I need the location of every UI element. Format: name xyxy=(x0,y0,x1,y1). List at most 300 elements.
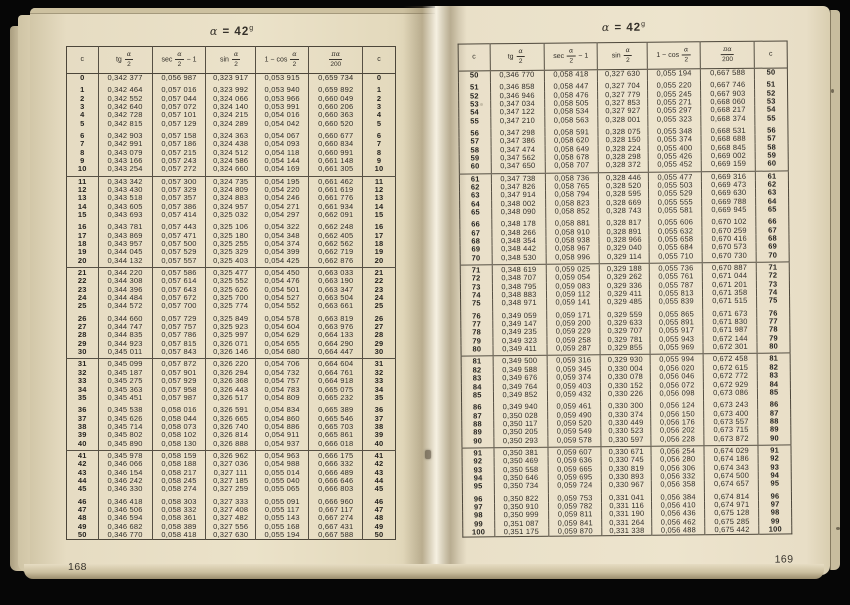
cell-tg: 0,350 734 xyxy=(494,482,548,494)
cell-cos: 0,056 358 xyxy=(651,481,705,493)
cell-tg: 0,346 154 xyxy=(98,469,152,477)
table-row xyxy=(67,394,396,405)
cell-cos: 0,055 220 xyxy=(647,80,701,90)
cell-tg: 0,342 903 xyxy=(98,131,152,140)
cell-cos: 0,054 450 xyxy=(255,268,309,278)
cell-cos: 0,055 865 xyxy=(649,309,703,319)
cell-c: 56 xyxy=(755,125,788,135)
cell-c: 85 xyxy=(472,390,482,400)
cell-sin: 0,330 078 xyxy=(601,373,650,382)
cell-cos: 0,054 425 xyxy=(255,257,309,268)
cell-cos: 0,055 787 xyxy=(649,281,703,290)
cell-c: 24 xyxy=(363,294,396,302)
cell-sin: 0,324 660 xyxy=(206,165,255,176)
cell-sin: 0,327 556 xyxy=(206,523,255,531)
cell-cos: 0,055 891 xyxy=(650,318,704,327)
cell-pi: 0,662 248 xyxy=(309,222,363,231)
cell-cos: 0,055 736 xyxy=(649,263,703,273)
cell-cos: 0,054 732 xyxy=(255,369,309,377)
cell-c: 23 xyxy=(363,286,396,294)
cell-c: 69 xyxy=(471,244,481,254)
cell-c: 12 xyxy=(363,186,396,194)
cell-pi: 0,668 374 xyxy=(701,114,755,126)
cell-sec: 0,057 786 xyxy=(152,331,206,339)
cell-c: 66 xyxy=(471,219,481,229)
cell-c: 16 xyxy=(77,222,87,232)
cell-pi: 0,661 934 xyxy=(309,203,363,211)
cell-cos: 0,056 020 xyxy=(650,364,704,373)
cell-cos: 0,054 246 xyxy=(255,194,309,202)
cell-tg: 0,343 079 xyxy=(98,149,152,157)
cell-cos: 0,056 436 xyxy=(651,510,705,519)
cell-c: 33 xyxy=(363,377,396,385)
cell-pi: 0,661 619 xyxy=(309,186,363,194)
cell-sin: 0,327 853 xyxy=(598,99,647,108)
cell-pi: 0,666 646 xyxy=(309,477,363,485)
cell-pi: 0,674 971 xyxy=(705,501,759,510)
column-header: 1 − cos $\frac{\alpha}{2}$ xyxy=(255,46,309,73)
cell-sin: 0,324 215 xyxy=(206,111,255,119)
alpha-symbol: α xyxy=(209,24,219,38)
cell-pi: 0,675 442 xyxy=(705,526,759,535)
cell-sin: 0,325 626 xyxy=(206,286,255,294)
cell-tg: 0,349 059 xyxy=(492,311,546,321)
table-row xyxy=(67,165,396,176)
cell-cos: 0,054 604 xyxy=(255,323,309,331)
cell-c: 73 xyxy=(756,280,789,289)
cell-c: 65 xyxy=(756,205,789,217)
cell-pi: 0,668 217 xyxy=(701,106,755,115)
cell-sin: 0,330 300 xyxy=(601,401,650,411)
cell-c: 82 xyxy=(757,363,790,372)
cell-pi: 0,670 102 xyxy=(702,217,756,227)
cell-sin: 0,327 779 xyxy=(598,90,647,99)
cell-tg: 0,350 117 xyxy=(493,420,547,429)
cell-tg: 0,348 971 xyxy=(492,299,546,311)
cell-sec: 0,058 823 xyxy=(545,199,599,208)
cell-c: 10 xyxy=(67,165,99,176)
cell-sec: 0,059 083 xyxy=(546,282,600,291)
table-row xyxy=(67,531,396,540)
cell-c: 40 xyxy=(67,440,99,451)
cell-tg: 0,349 323 xyxy=(492,337,546,346)
cell-sec: 0,057 929 xyxy=(152,377,206,385)
cell-tg: 0,348 530 xyxy=(492,253,546,264)
cell-sin: 0,324 735 xyxy=(206,176,255,186)
cell-tg: 0,346 858 xyxy=(490,82,544,92)
cell-sec: 0,057 815 xyxy=(152,340,206,348)
cell-c: 58 xyxy=(470,144,480,155)
cell-tg: 0,344 220 xyxy=(98,268,152,278)
cell-cos: 0,056 306 xyxy=(651,464,705,473)
cell-tg: 0,346 682 xyxy=(98,523,152,531)
cell-c: 44 xyxy=(77,475,87,485)
cell-c: 99 xyxy=(474,519,483,529)
cell-pi: 0,663 190 xyxy=(309,277,363,285)
cell-c: 37 xyxy=(363,415,396,423)
cell-sec: 0,059 870 xyxy=(548,527,602,536)
cell-cos: 0,054 937 xyxy=(255,440,309,451)
cell-c: 86 xyxy=(472,402,482,412)
cell-pi: 0,663 976 xyxy=(309,323,363,331)
cell-cos: 0,054 067 xyxy=(255,131,309,140)
cell-pi: 0,670 887 xyxy=(703,262,757,272)
cell-sin: 0,328 966 xyxy=(599,236,648,245)
cell-sin: 0,325 774 xyxy=(206,302,255,313)
cell-sec: 0,057 243 xyxy=(152,157,206,165)
cell-c: 86 xyxy=(758,400,791,410)
cell-sin: 0,326 814 xyxy=(206,431,255,439)
title-equation: = 42 xyxy=(218,25,250,38)
cell-sin: 0,327 259 xyxy=(206,485,255,496)
cell-c: 99 xyxy=(759,517,792,526)
cell-sec: 0,058 707 xyxy=(545,162,599,173)
cell-sin: 0,330 597 xyxy=(601,435,650,446)
cell-sin: 0,327 185 xyxy=(206,477,255,485)
cell-cos: 0,054 144 xyxy=(255,157,309,165)
cell-c: 38 xyxy=(363,423,396,431)
cell-sec: 0,058 881 xyxy=(545,219,599,229)
cell-sec: 0,057 272 xyxy=(152,165,206,176)
cell-tg: 0,347 738 xyxy=(491,173,545,183)
cell-sec: 0,057 757 xyxy=(152,323,206,331)
cell-pi: 0,667 588 xyxy=(701,68,755,80)
cell-c: 14 xyxy=(363,203,396,211)
cell-cos: 0,056 384 xyxy=(651,492,705,502)
cell-c: 72 xyxy=(756,272,789,281)
cell-sin: 0,327 036 xyxy=(206,460,255,468)
cell-sec: 0,058 073 xyxy=(152,423,206,431)
column-header: sec $\frac{\alpha}{2}$ − 1 xyxy=(544,43,598,71)
cell-sin: 0,325 403 xyxy=(206,257,255,268)
cell-cos: 0,055 245 xyxy=(647,90,701,99)
cell-sin: 0,324 289 xyxy=(206,120,255,131)
cell-c: 53 xyxy=(470,99,479,109)
cell-pi: 0,667 117 xyxy=(309,506,363,514)
cell-c: 89 xyxy=(473,427,483,437)
cell-tg: 0,347 474 xyxy=(491,145,545,154)
cell-tg: 0,342 728 xyxy=(98,111,152,119)
cell-tg: 0,342 815 xyxy=(98,120,152,131)
cell-sec: 0,059 200 xyxy=(546,319,600,328)
cell-pi: 0,674 343 xyxy=(705,463,759,472)
cell-c: 7 xyxy=(80,139,85,149)
cell-pi: 0,674 186 xyxy=(705,455,759,464)
cell-c: 87 xyxy=(758,409,791,418)
cell-pi: 0,674 500 xyxy=(705,472,759,481)
cell-sin: 0,328 075 xyxy=(598,127,647,137)
cell-tg: 0,343 518 xyxy=(98,194,152,202)
cell-sec: 0,058 016 xyxy=(152,405,206,414)
cell-sec: 0,058 620 xyxy=(545,136,599,145)
cell-cos: 0,056 098 xyxy=(650,389,704,401)
cell-cos: 0,056 124 xyxy=(650,400,704,410)
cell-cos: 0,056 332 xyxy=(651,472,705,481)
cell-c: 78 xyxy=(757,326,790,335)
cell-sec: 0,058 563 xyxy=(544,116,598,128)
cell-c: 34 xyxy=(77,384,87,394)
cell-c: 6 xyxy=(363,131,396,140)
column-header: tg $\frac{\alpha}{2}$ xyxy=(98,46,152,73)
cell-cos: 0,055 143 xyxy=(255,514,309,522)
cell-tg: 0,349 940 xyxy=(493,402,547,412)
cell-sec: 0,059 229 xyxy=(546,328,600,337)
cell-c: 97 xyxy=(473,502,483,512)
cell-sin: 0,325 997 xyxy=(206,331,255,339)
cell-sec: 0,057 700 xyxy=(152,302,206,313)
cell-c: 51 xyxy=(755,80,788,90)
cell-sec: 0,059 782 xyxy=(548,502,602,511)
column-header: sin $\frac{\alpha}{2}$ xyxy=(598,42,648,69)
cell-pi: 0,664 447 xyxy=(309,348,363,359)
cell-cos: 0,055 503 xyxy=(648,181,702,190)
cell-tg: 0,349 147 xyxy=(492,320,546,329)
cell-c: 63 xyxy=(470,190,480,200)
cell-c: 42 xyxy=(363,460,396,468)
alpha-symbol: α xyxy=(601,20,611,35)
cell-tg: 0,345 011 xyxy=(98,348,152,359)
cell-cos: 0,054 322 xyxy=(255,222,309,231)
cell-cos: 0,055 943 xyxy=(650,335,704,344)
cell-sin: 0,325 032 xyxy=(206,211,255,222)
cell-sin: 0,327 482 xyxy=(206,514,255,522)
cell-c: 56 xyxy=(470,128,480,138)
table-row xyxy=(67,257,396,268)
cell-tg: 0,350 999 xyxy=(494,511,548,520)
cell-sec: 0,059 403 xyxy=(547,382,601,391)
cell-c: 5 xyxy=(80,118,85,128)
cell-cos: 0,054 169 xyxy=(255,165,309,176)
cell-c: 95 xyxy=(473,481,483,491)
cell-sin: 0,329 040 xyxy=(600,244,649,253)
cell-sec: 0,058 044 xyxy=(152,415,206,423)
cell-sec: 0,057 643 xyxy=(152,286,206,294)
cell-pi: 0,662 562 xyxy=(309,240,363,248)
cell-c: 51 xyxy=(469,82,479,92)
cell-sec: 0,059 578 xyxy=(547,436,601,447)
cell-c: 64 xyxy=(756,197,789,206)
cell-cos: 0,054 118 xyxy=(255,149,309,157)
cell-tg: 0,346 066 xyxy=(98,460,152,468)
cell-cos: 0,055 994 xyxy=(650,354,704,364)
cell-c: 52 xyxy=(469,90,479,101)
cell-sec: 0,057 729 xyxy=(152,314,206,323)
cell-pi: 0,663 347 xyxy=(309,286,363,294)
cell-sec: 0,057 443 xyxy=(152,222,206,231)
cell-cos: 0,054 501 xyxy=(255,286,309,294)
cell-sec: 0,057 901 xyxy=(152,369,206,377)
cell-tg: 0,343 605 xyxy=(98,203,152,211)
cell-sec: 0,059 665 xyxy=(548,465,602,474)
cell-pi: 0,669 002 xyxy=(702,152,756,161)
cell-c: 82 xyxy=(472,365,482,375)
cell-cos: 0,055 014 xyxy=(255,469,309,477)
cell-c: 59 xyxy=(470,153,480,163)
cell-cos: 0,054 911 xyxy=(255,431,309,439)
cell-c: 75 xyxy=(471,298,481,308)
cell-tg: 0,350 558 xyxy=(494,465,548,474)
cell-cos: 0,054 195 xyxy=(255,176,309,186)
cell-c: 50 xyxy=(469,70,479,80)
cell-sec: 0,057 072 xyxy=(152,103,206,111)
cell-pi: 0,664 133 xyxy=(309,331,363,339)
cell-c: 95 xyxy=(758,480,791,492)
cell-sin: 0,330 449 xyxy=(601,419,650,428)
cell-tg: 0,344 396 xyxy=(98,286,152,294)
cell-cos: 0,054 680 xyxy=(255,348,309,359)
cell-cos: 0,054 860 xyxy=(255,415,309,423)
cell-c: 42 xyxy=(77,459,87,469)
cell-tg: 0,345 626 xyxy=(98,415,152,423)
cell-c: 15 xyxy=(77,209,87,219)
cell-c: 30 xyxy=(67,348,99,359)
header-row xyxy=(458,41,787,71)
cell-c: 94 xyxy=(758,471,791,480)
cell-tg: 0,350 469 xyxy=(494,457,548,466)
cell-sin: 0,329 262 xyxy=(600,273,649,282)
cell-c: 100 xyxy=(471,527,486,537)
cell-pi: 0,660 834 xyxy=(309,140,363,148)
cell-c: 48 xyxy=(363,514,396,522)
cell-c: 4 xyxy=(363,111,396,119)
cell-tg: 0,346 594 xyxy=(98,514,152,522)
cell-sec: 0,058 447 xyxy=(544,81,598,91)
cell-pi: 0,664 918 xyxy=(309,377,363,385)
cell-sin: 0,325 849 xyxy=(206,314,255,323)
cell-cos: 0,055 658 xyxy=(649,235,703,244)
cell-pi: 0,672 772 xyxy=(704,372,758,381)
cell-sin: 0,324 438 xyxy=(206,140,255,148)
cell-tg: 0,344 923 xyxy=(98,340,152,348)
cell-sec: 0,057 414 xyxy=(152,211,206,222)
cell-sec: 0,058 274 xyxy=(152,485,206,496)
cell-sec: 0,059 607 xyxy=(548,447,602,457)
cell-c: 28 xyxy=(77,330,87,340)
cell-sin: 0,328 595 xyxy=(599,190,648,199)
cell-cos: 0,056 202 xyxy=(651,426,705,435)
cell-c: 80 xyxy=(757,343,790,354)
cell-c: 70 xyxy=(460,254,492,265)
cell-pi: 0,666 960 xyxy=(309,497,363,506)
cell-pi: 0,675 128 xyxy=(705,509,759,518)
cell-sin: 0,330 374 xyxy=(601,410,650,419)
cell-cos: 0,053 915 xyxy=(255,73,309,85)
cell-c: 68 xyxy=(756,234,789,243)
cell-cos: 0,055 581 xyxy=(649,206,703,218)
cell-pi: 0,667 903 xyxy=(701,89,755,98)
cell-tg: 0,349 500 xyxy=(493,356,547,366)
cell-c: 93 xyxy=(758,463,791,472)
cell-pi: 0,675 285 xyxy=(705,517,759,526)
cell-c: 60 xyxy=(755,160,788,171)
cell-c: 2 xyxy=(363,95,396,103)
cell-sin: 0,328 817 xyxy=(599,218,648,228)
cell-sec: 0,058 678 xyxy=(545,153,599,162)
cell-sin: 0,326 665 xyxy=(206,415,255,423)
cell-pi: 0,674 814 xyxy=(705,491,759,501)
cell-sin: 0,328 446 xyxy=(599,172,648,182)
grad-unit: g xyxy=(641,20,647,28)
cell-sin: 0,325 255 xyxy=(206,240,255,248)
table-title xyxy=(457,16,790,36)
grad-unit: g xyxy=(249,25,255,32)
cell-c: 76 xyxy=(757,308,790,318)
cell-cos: 0,054 297 xyxy=(255,211,309,222)
cell-cos: 0,056 228 xyxy=(651,435,705,446)
cell-pi: 0,669 316 xyxy=(702,171,756,181)
cell-cos: 0,055 348 xyxy=(648,126,702,136)
cell-c: 79 xyxy=(757,334,790,343)
cell-c: 47 xyxy=(77,504,87,514)
cell-cos: 0,055 168 xyxy=(255,523,309,531)
cell-pi: 0,670 259 xyxy=(702,226,756,235)
cell-pi: 0,664 604 xyxy=(309,359,363,369)
cell-c: 88 xyxy=(758,417,791,426)
cell-pi: 0,673 715 xyxy=(704,426,758,435)
cell-tg: 0,343 781 xyxy=(98,222,152,231)
trig-table-left xyxy=(66,46,396,541)
cell-sec: 0,058 910 xyxy=(545,228,599,237)
cell-sin: 0,327 927 xyxy=(598,107,647,116)
cell-c: 93 xyxy=(473,465,483,475)
cell-cos: 0,054 374 xyxy=(255,240,309,248)
cell-c: 2 xyxy=(80,93,85,103)
cell-c: 80 xyxy=(461,345,493,356)
cell-c: 31 xyxy=(363,359,396,369)
cell-tg: 0,345 802 xyxy=(98,431,152,439)
cell-c: 27 xyxy=(363,323,396,331)
cell-tg: 0,347 298 xyxy=(490,128,544,138)
cell-c: 7 xyxy=(363,140,396,148)
cell-c: 83 xyxy=(757,372,790,381)
cell-sec: 0,058 332 xyxy=(152,506,206,514)
cell-tg: 0,343 166 xyxy=(98,157,152,165)
cell-c: 4 xyxy=(80,110,85,120)
cell-c: 8 xyxy=(80,147,85,157)
cell-c: 3 xyxy=(363,103,396,111)
cell-pi: 0,672 929 xyxy=(704,380,758,389)
cell-cos: 0,055 555 xyxy=(648,198,702,207)
cell-sin: 0,329 411 xyxy=(600,290,649,299)
cell-sin: 0,328 298 xyxy=(599,153,648,162)
cell-sec: 0,057 016 xyxy=(152,85,206,94)
cell-sin: 0,324 586 xyxy=(206,157,255,165)
cell-cos: 0,054 629 xyxy=(255,331,309,339)
cell-c: 69 xyxy=(756,243,789,252)
cell-sec: 0,058 591 xyxy=(544,127,598,137)
cell-pi: 0,668 531 xyxy=(701,126,755,136)
cell-tg: 0,349 676 xyxy=(493,374,547,383)
cell-c: 62 xyxy=(470,182,480,192)
cell-sin: 0,331 338 xyxy=(602,527,651,536)
cell-cos: 0,054 552 xyxy=(255,302,309,313)
cell-c: 58 xyxy=(755,143,788,152)
cell-c: 84 xyxy=(757,380,790,389)
cell-c: 16 xyxy=(363,222,396,231)
cell-pi: 0,671 987 xyxy=(703,326,757,335)
cell-sec: 0,058 765 xyxy=(545,182,599,191)
cell-sin: 0,325 106 xyxy=(206,222,255,231)
cell-c: 61 xyxy=(755,171,788,181)
cell-c: 45 xyxy=(77,484,87,494)
cell-c: 11 xyxy=(363,176,396,186)
cell-tg: 0,344 045 xyxy=(98,248,152,256)
cell-cos: 0,056 150 xyxy=(650,410,704,419)
table-row xyxy=(67,348,396,359)
cell-sec: 0,057 500 xyxy=(152,240,206,248)
cell-tg: 0,348 354 xyxy=(492,237,546,246)
cell-c: 10 xyxy=(363,165,396,176)
